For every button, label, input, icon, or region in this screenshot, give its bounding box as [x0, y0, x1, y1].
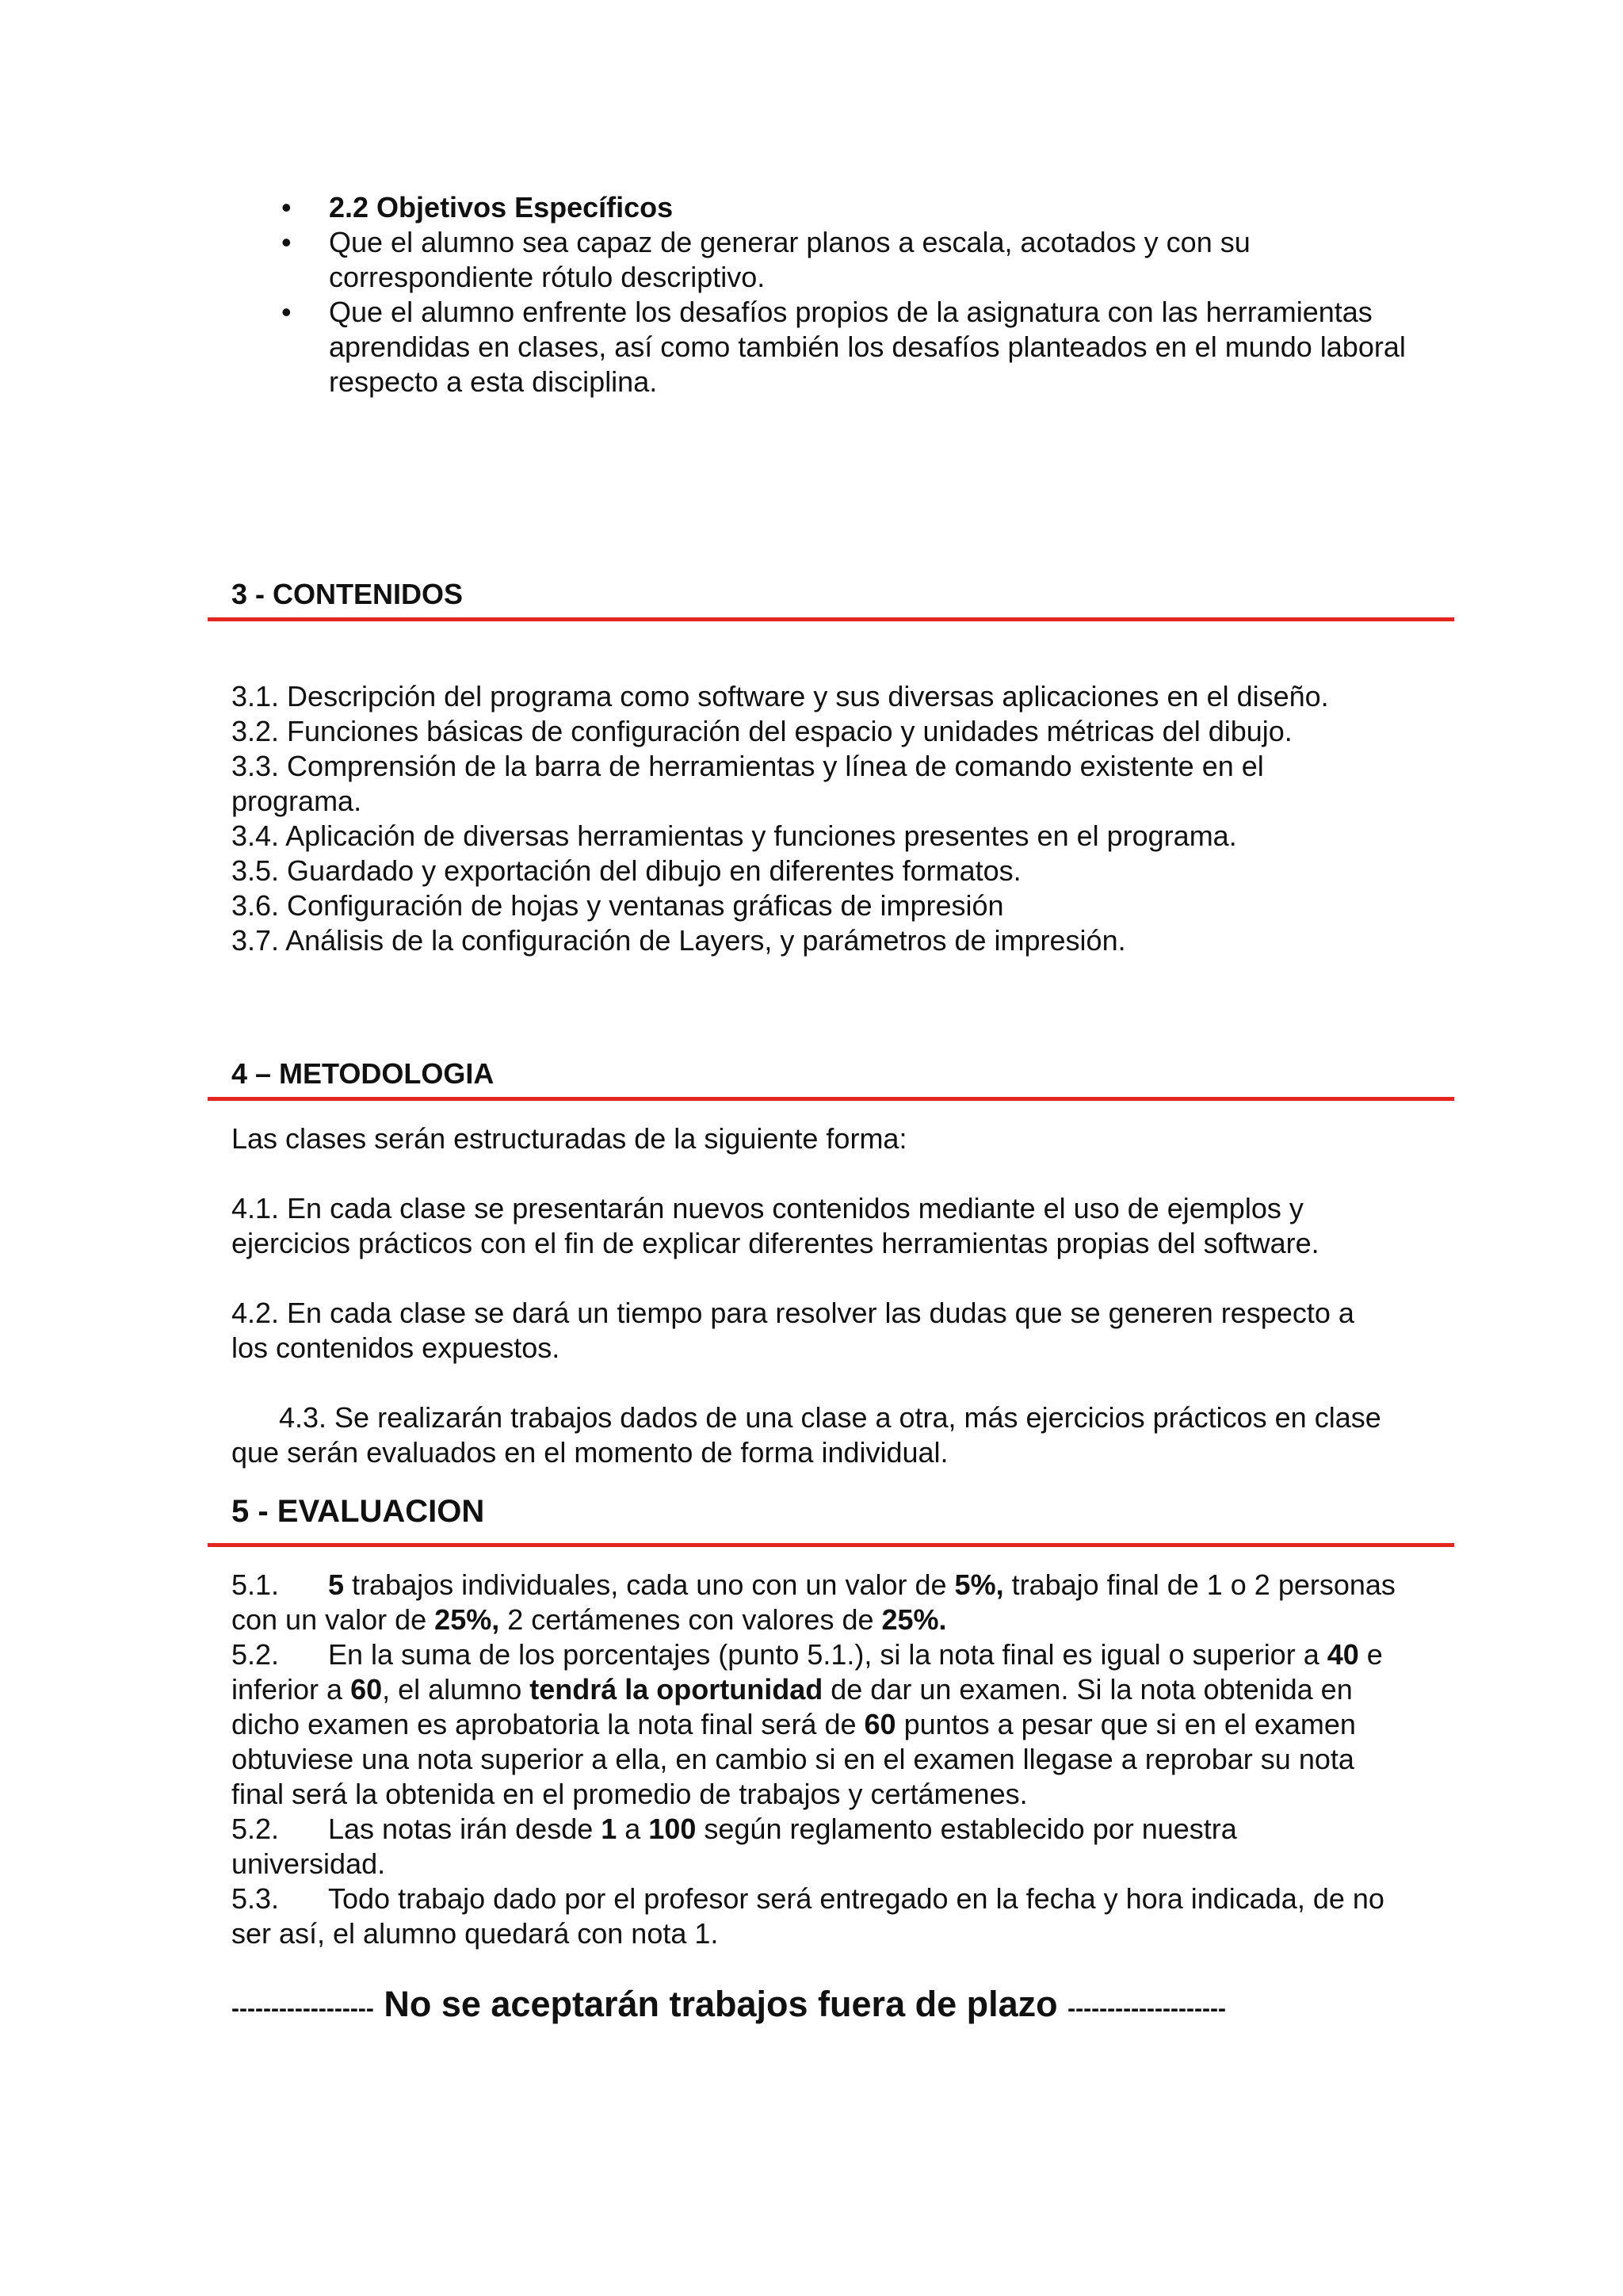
closing-text: No se aceptarán trabajos fuera de plazo — [384, 1984, 1058, 2024]
section-divider — [208, 1097, 1454, 1101]
item-number: 5.2. — [231, 1813, 280, 1845]
evaluacion-item — [231, 1568, 1396, 1637]
list-item — [281, 295, 1407, 399]
bold-value: 5 — [328, 1568, 345, 1601]
evaluacion-item — [231, 1881, 1396, 1951]
item-text: trabajos individuales, cada uno con un valor de — [344, 1568, 955, 1601]
bold-value: 25%. — [881, 1603, 947, 1636]
list-item: 3.6. Configuración de hojas y ventanas gráficas de impresión — [231, 889, 1004, 922]
item-text: Las notas irán desde — [328, 1813, 601, 1845]
item-number: 5.3. — [231, 1882, 280, 1915]
objectives-list — [281, 190, 1407, 399]
left-dashes: ------------------ — [231, 1996, 374, 2022]
section-heading-evaluacion: 5 - EVALUACION — [231, 1494, 485, 1529]
metodologia-paragraph: 4.2. En cada clase se dará un tiempo para resolver las dudas que se generen respecto a los contenidos expuestos. — [231, 1297, 1354, 1364]
list-item: 3.3. Comprensión de la barra de herramientas y línea de comando existente en el programa. — [231, 750, 1264, 817]
objective-text: Que el alumno enfrente los desafíos propios de la asignatura con las herramientas aprendidas en clases, así como también los desafíos planteados en el mundo laboral respecto a esta disciplina. — [329, 296, 1406, 398]
objectives-heading-item — [281, 190, 1407, 225]
list-item: 3.5. Guardado y exportación del dibujo en diferentes formatos. — [231, 854, 1022, 887]
item-text: Todo trabajo dado por el profesor será entregado en la fecha y hora indicada, de no ser así, el alumno quedará con nota 1. — [231, 1882, 1384, 1950]
item-text: 2 certámenes con valores de — [499, 1603, 882, 1636]
list-item: 3.4. Aplicación de diversas herramientas y funciones presentes en el programa. — [231, 819, 1237, 852]
metodologia-body — [231, 1121, 1388, 1470]
list-item: 3.2. Funciones básicas de configuración del espacio y unidades métricas del dibujo. — [231, 715, 1293, 747]
metodologia-paragraph: 4.1. En cada clase se presentarán nuevos contenidos mediante el uso de ejemplos y ejercicios prácticos con el fin de explicar diferentes herramientas propias del software. — [231, 1192, 1319, 1259]
right-dashes: -------------------- — [1067, 1996, 1226, 2022]
contenidos-list — [231, 679, 1420, 958]
item-text: puntos a pesar que si en el examen obtuviese una nota superior a ella, en cambio si en el examen llegase a reprobar su nota final será la obtenida en el promedio de trabajos y certámenes. — [231, 1708, 1356, 1810]
section-divider — [208, 1543, 1454, 1547]
bold-value: tendrá la oportunidad — [529, 1673, 823, 1706]
list-item: 3.1. Descripción del programa como software y sus diversas aplicaciones en el diseño. — [231, 680, 1329, 712]
bold-value: 100 — [648, 1813, 697, 1845]
bullet-icon: • — [281, 296, 292, 328]
item-text: a — [617, 1813, 649, 1845]
item-number: 5.1. — [231, 1568, 280, 1601]
item-text: , el alumno — [382, 1673, 530, 1706]
list-item — [281, 225, 1407, 295]
bullet-icon: • — [281, 191, 292, 223]
item-text: de dar un examen. Si la nota obtenida en dicho examen es aprobatoria la nota final será de — [231, 1673, 1353, 1740]
bold-value: 40 — [1327, 1638, 1359, 1671]
metodologia-intro: Las clases serán estructuradas de la siguiente forma: — [231, 1122, 907, 1155]
evaluacion-item — [231, 1812, 1396, 1881]
item-number: 5.2. — [231, 1638, 280, 1671]
item-text: según reglamento establecido por nuestra universidad. — [231, 1813, 1237, 1880]
objectives-heading: 2.2 Objetivos Específicos — [329, 191, 674, 223]
metodologia-paragraph: 4.3. Se realizarán trabajos dados de una clase a otra, más ejercicios prácticos en clase que serán evaluados en el momento de forma individual. — [231, 1401, 1381, 1469]
section-heading-contenidos: 3 - CONTENIDOS — [231, 578, 464, 610]
section-divider — [208, 617, 1454, 621]
bullet-icon: • — [281, 226, 292, 258]
list-item: 3.7. Análisis de la configuración de Layers, y parámetros de impresión. — [231, 924, 1126, 957]
section-heading-metodologia: 4 – METODOLOGIA — [231, 1057, 495, 1090]
item-text: e inferior a — [231, 1638, 1383, 1706]
evaluacion-body — [231, 1568, 1396, 1951]
objective-text: Que el alumno sea capaz de generar planos a escala, acotados y con su correspondiente rótulo descriptivo. — [329, 226, 1251, 293]
bold-value: 1 — [601, 1813, 617, 1845]
bold-value: 60 — [350, 1673, 383, 1706]
item-text: trabajo final de 1 o 2 personas con un valor de — [231, 1568, 1396, 1636]
item-text: En la suma de los porcentajes (punto 5.1.), si la nota final es igual o superior a — [328, 1638, 1327, 1671]
bold-value: 5%, — [954, 1568, 1004, 1601]
bold-value: 25%, — [434, 1603, 500, 1636]
closing-notice — [231, 1983, 1388, 2030]
evaluacion-item — [231, 1637, 1396, 1812]
bold-value: 60 — [864, 1708, 896, 1740]
